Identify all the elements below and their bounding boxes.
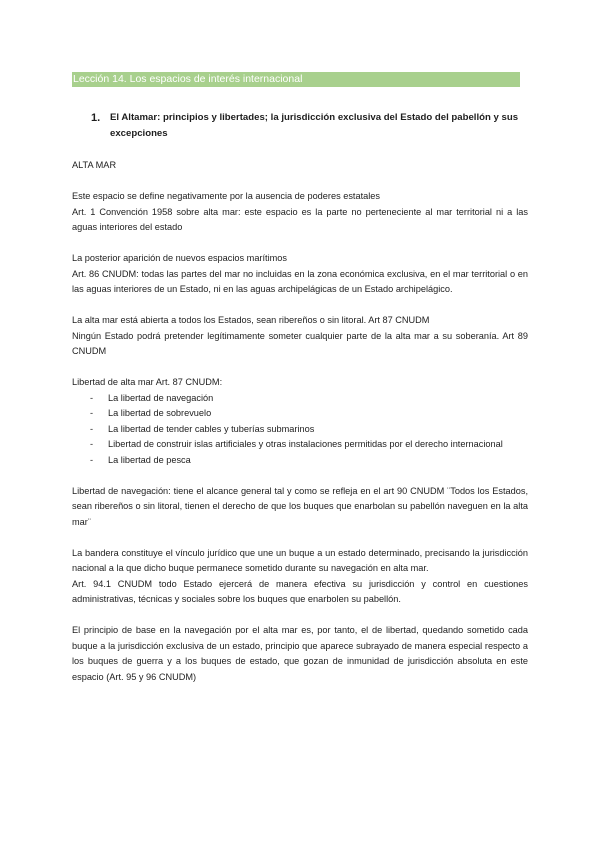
- paragraph-open-seas: La alta mar está abierta a todos los Estados, sean ribereños o sin litoral. Art 87 CNUDM: [72, 315, 430, 325]
- freedom-text: La libertad de navegación: [108, 392, 214, 403]
- lesson-title: Lección 14. Los espacios de interés internacional: [73, 73, 303, 85]
- bullet-dash: -: [90, 423, 94, 434]
- freedoms-intro: Libertad de alta mar Art. 87 CNUDM:: [72, 377, 223, 387]
- freedom-text: La libertad de sobrevuelo: [108, 408, 212, 418]
- alta-mar-label: ALTA MAR: [72, 160, 117, 170]
- freedoms-list: [72, 391, 528, 469]
- document-body: [72, 158, 528, 685]
- lesson-title-bar: [72, 72, 520, 87]
- bullet-dash: -: [90, 454, 94, 465]
- section-number: 1.: [91, 112, 101, 124]
- freedom-text: La libertad de pesca: [108, 454, 191, 465]
- section-heading: [91, 110, 531, 142]
- paragraph-flag: La bandera constituye el vínculo jurídico que une un buque a un estado determinado, precisando la jurisdicción nacional a la que dicho buque permanece sometido durante su navegación en alta mar.: [72, 547, 528, 573]
- list-item: [72, 406, 528, 422]
- paragraph-navigation-freedom: Libertad de navegación: tiene el alcance general tal y como se refleja en el art 90 CNUDM ¨Todos los Estados, sean ribereños o sin litoral, tienen el derecho de que los buques que enarbolan su pabellón naveguen en la alta mar¨: [72, 485, 528, 527]
- bullet-dash: -: [90, 408, 94, 418]
- paragraph-art86: Art. 86 CNUDM: todas las partes del mar no incluidas en la zona económica exclusiva, en el mar territorial o en las aguas interiores de un Estado, ni en las aguas archipelágicas de un Estado archipelágico.: [72, 268, 528, 294]
- bullet-dash: -: [90, 392, 94, 403]
- section-title: El Altamar: principios y libertades; la jurisdicción exclusiva del Estado del pabellón y sus excepciones: [110, 112, 519, 139]
- bullet-dash: -: [90, 439, 94, 449]
- list-item: [72, 422, 528, 438]
- freedom-text: Libertad de construir islas artificiales y otras instalaciones permitidas por el derecho internacional: [108, 439, 503, 449]
- paragraph-principle: El principio de base en la navegación por el alta mar es, por tanto, el de libertad, quedando sometido cada buque a la jurisdicción exclusiva de un estado, principio que aparece subrayado de manera especial respecto a los buques de guerra y a los buques de estado, que gozan de inmunidad de jurisdicción absoluta en este espacio (Art. 95 y 96 CNUDM): [72, 625, 528, 682]
- list-item: [72, 453, 528, 469]
- list-item: [72, 391, 528, 407]
- paragraph-definition: Este espacio se define negativamente por la ausencia de poderes estatales: [72, 191, 380, 201]
- freedom-text: La libertad de tender cables y tuberías submarinos: [108, 423, 315, 434]
- list-item: [72, 437, 528, 453]
- paragraph-new-spaces: La posterior aparición de nuevos espacios marítimos: [72, 253, 287, 263]
- paragraph-art94: Art. 94.1 CNUDM todo Estado ejercerá de manera efectiva su jurisdicción y control en cuestiones administrativas, técnicas y sociales sobre los buques que enarbolen su pabellón.: [72, 578, 528, 604]
- paragraph-art89: Ningún Estado podrá pretender legítimamente someter cualquier parte de la alta mar a su soberanía. Art 89 CNUDM: [72, 330, 528, 356]
- paragraph-art1: Art. 1 Convención 1958 sobre alta mar: este espacio es la parte no perteneciente al mar territorial ni a las aguas interiores del estado: [72, 206, 528, 232]
